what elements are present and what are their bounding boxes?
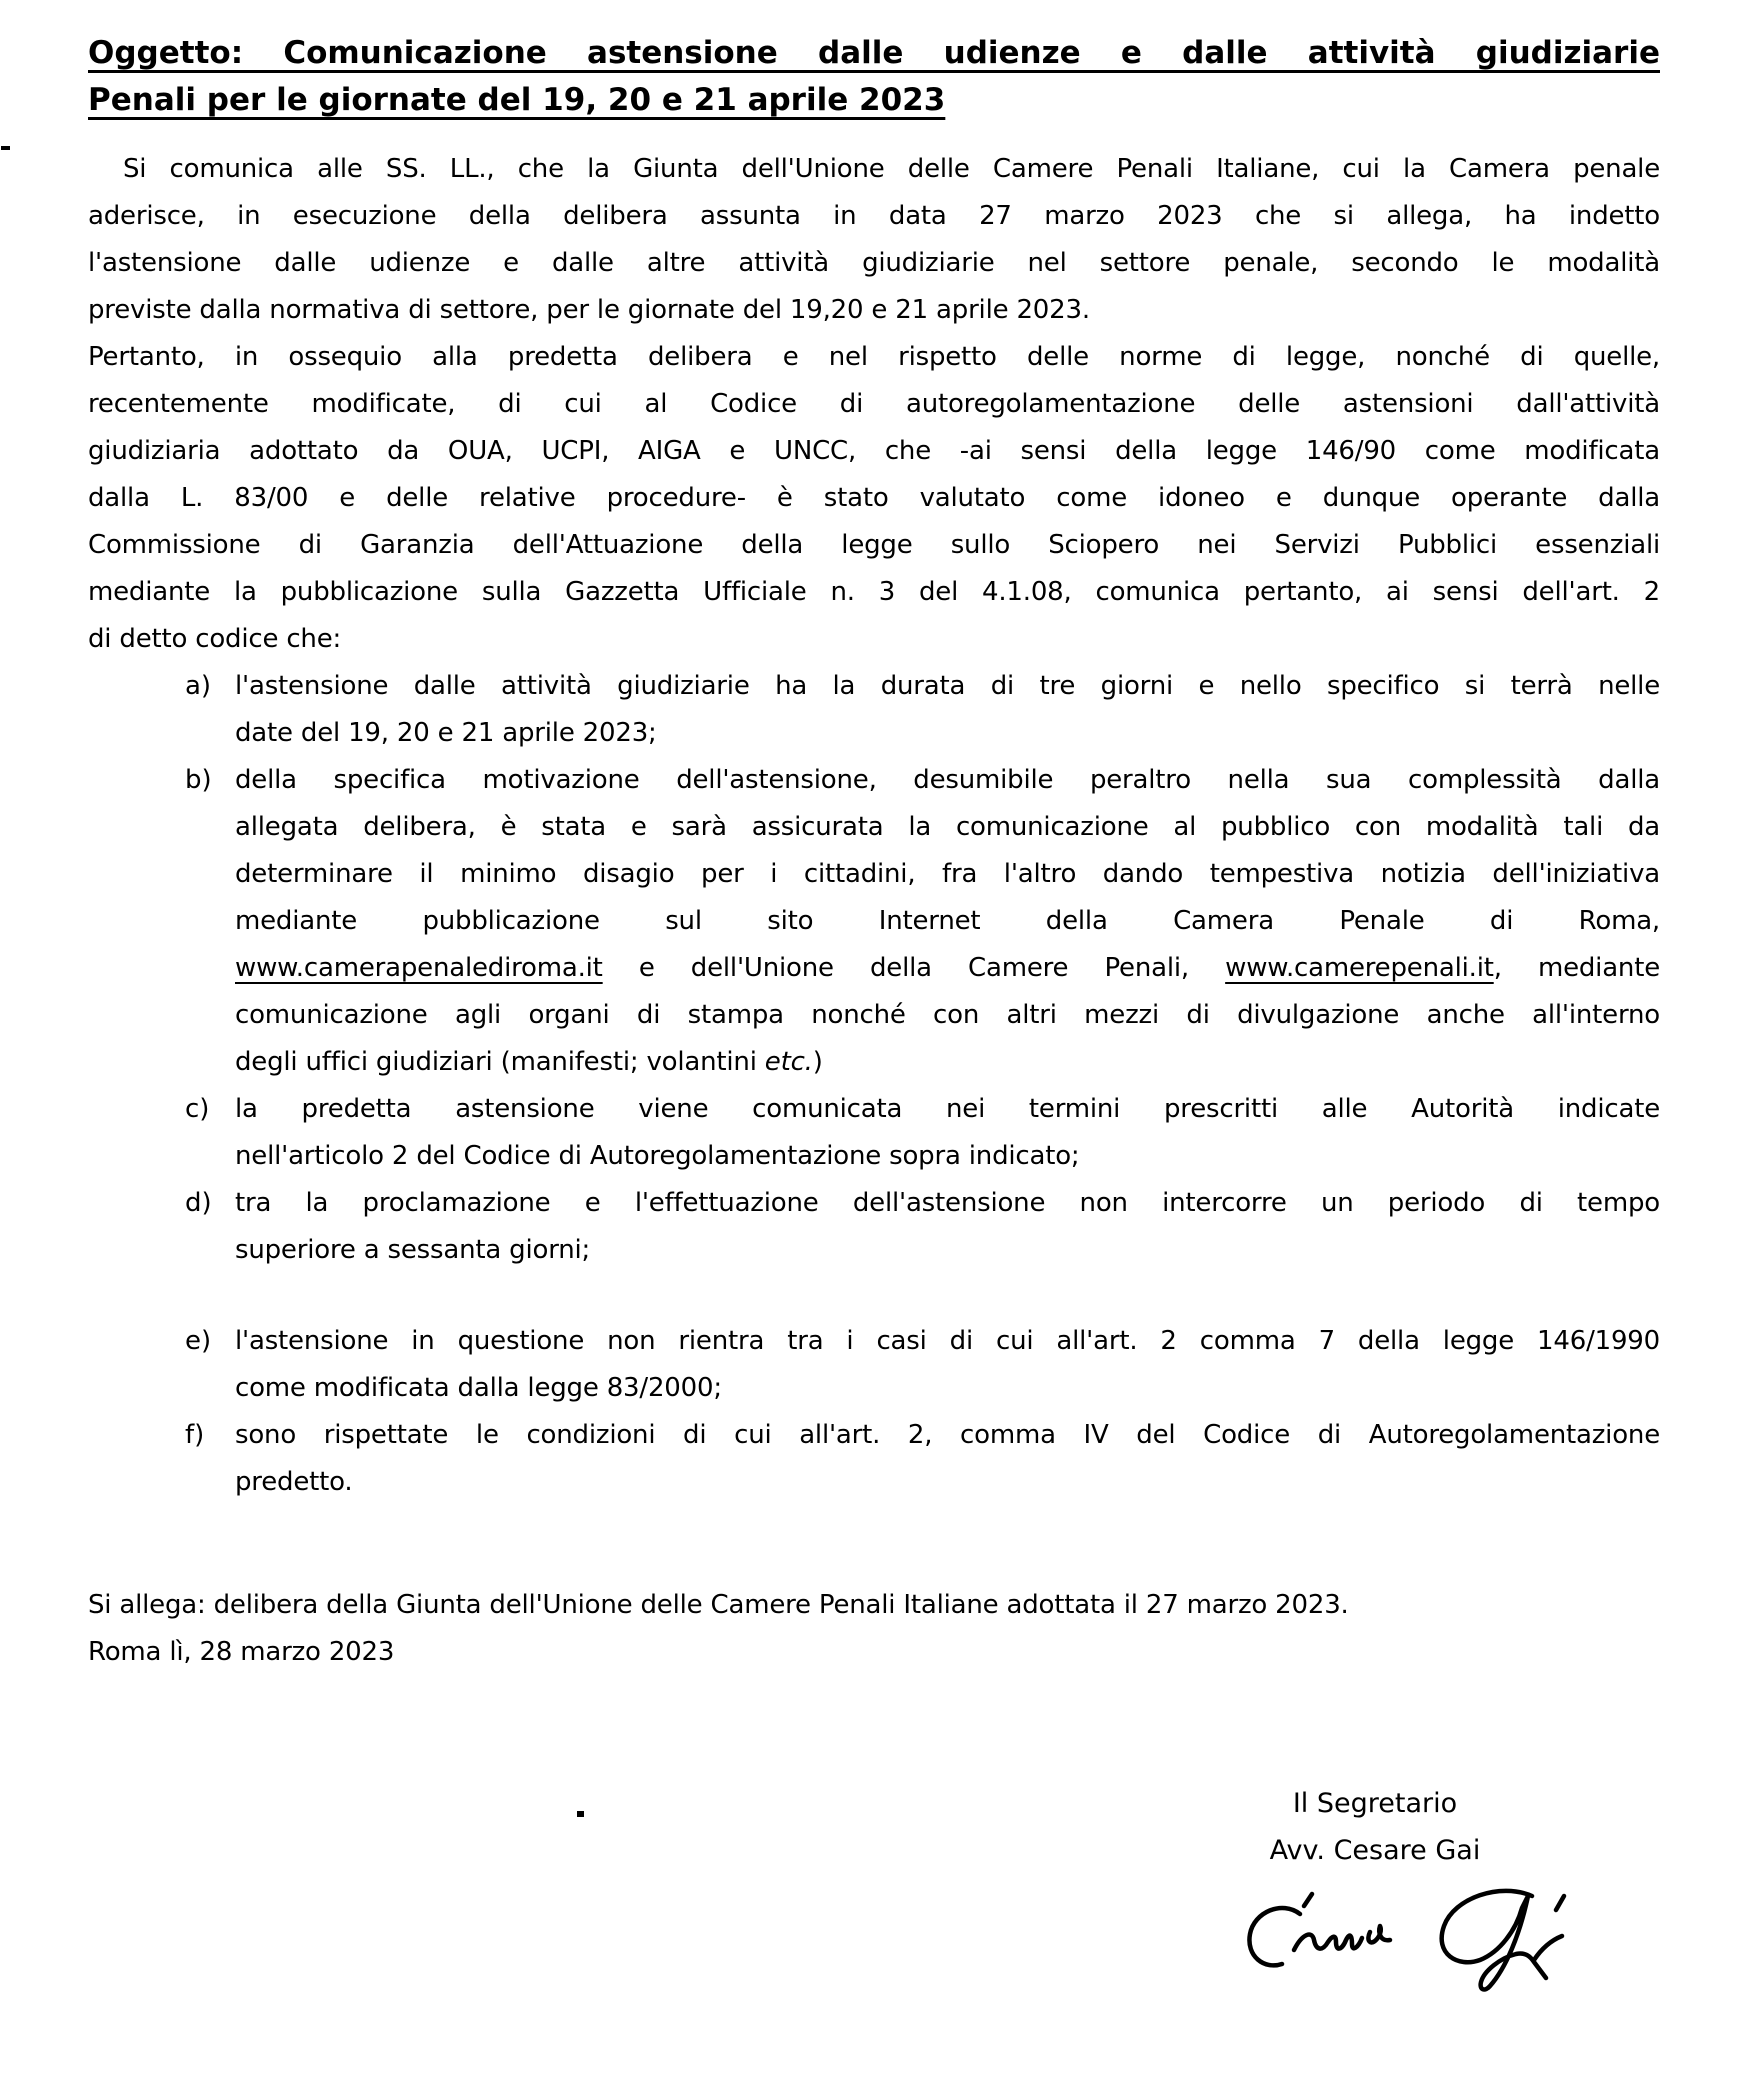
list-item-line: della specifica motivazione dell'astensione, desumibile peraltro nella sua complessità dalla xyxy=(235,765,1660,795)
list-item-line: l'astensione dalle attività giudiziarie ha la durata di tre giorni e nello specifico si terrà nelle xyxy=(235,671,1660,701)
list-item-line: la predetta astensione viene comunicata nei termini prescritti alle Autorità indicate xyxy=(235,1094,1660,1124)
list-item-line: nell'articolo 2 del Codice di Autoregolamentazione sopra indicato; xyxy=(235,1141,1080,1171)
list-item-line: determinare il minimo disagio per i cittadini, fra l'altro dando tempestiva notizia dell'iniziativa xyxy=(235,859,1660,889)
paragraph-line: aderisce, in esecuzione della delibera assunta in data 27 marzo 2023 che si allega, ha indetto xyxy=(88,201,1660,231)
list-item-label: d) xyxy=(185,1188,212,1218)
list-item-label: c) xyxy=(185,1094,210,1124)
closing-block xyxy=(88,1582,1660,1676)
spacer xyxy=(88,1676,1660,1780)
list-item-c xyxy=(88,1086,1660,1180)
paragraph-line: giudiziaria adottato da OUA, UCPI, AIGA e UNCC, che -ai sensi della legge 146/90 come modificata xyxy=(88,436,1660,466)
list-item-line: mediante pubblicazione sul sito Internet della Camera Penale di Roma, xyxy=(235,906,1660,936)
list-item-line: tra la proclamazione e l'effettuazione dell'astensione non intercorre un periodo di tempo xyxy=(235,1188,1660,1218)
signature-block xyxy=(1205,1780,1545,1874)
list-item-label: b) xyxy=(185,765,212,795)
list-item-text: ) xyxy=(812,1047,823,1077)
list-item-line: allegata delibera, è stata e sarà assicurata la comunicazione al pubblico con modalità tali da xyxy=(235,812,1660,842)
list-item-b xyxy=(88,757,1660,1086)
paragraph-line: previste dalla normativa di settore, per le giornate del 19,20 e 21 aprile 2023. xyxy=(88,295,1090,325)
camerepenali-link: www.camerepenali.it xyxy=(1225,953,1494,983)
scan-artifact xyxy=(1,146,10,150)
paragraph-line: mediante la pubblicazione sulla Gazzetta Ufficiale n. 3 del 4.1.08, comunica pertanto, ai sensi dell'art. 2 xyxy=(88,577,1660,607)
link-line-text: e dell'Unione della Camere Penali, xyxy=(602,953,1226,983)
list-item-line: predetto. xyxy=(235,1467,353,1497)
camerapenalediroma-link: www.camerapenalediroma.it xyxy=(235,953,603,983)
paragraph-line: Pertanto, in ossequio alla predetta delibera e nel rispetto delle norme di legge, nonché di quelle, xyxy=(88,342,1660,372)
signer-role: Il Segretario xyxy=(1292,1788,1458,1819)
list-item-e xyxy=(88,1318,1660,1412)
paragraph-line: dalla L. 83/00 e delle relative procedure- è stato valutato come idoneo e dunque operante dalla xyxy=(88,483,1660,513)
paragraph-line: di detto codice che: xyxy=(88,624,342,654)
list-item-line: comunicazione agli organi di stampa nonché con altri mezzi di divulgazione anche all'interno xyxy=(235,1000,1660,1030)
paragraph-intro xyxy=(88,146,1660,334)
spacer xyxy=(88,124,1660,146)
paragraph-line: Commissione di Garanzia dell'Attuazione della legge sullo Sciopero nei Servizi Pubblici essenziali xyxy=(88,530,1660,560)
list-item-line: come modificata dalla legge 83/2000; xyxy=(235,1373,722,1403)
list-item-line: l'astensione in questione non rientra tra i casi di cui all'art. 2 comma 7 della legge 146/1990 xyxy=(235,1326,1660,1356)
list-item-d xyxy=(88,1180,1660,1274)
paragraph-pertanto xyxy=(88,334,1660,663)
list-item-line xyxy=(235,1039,1660,1086)
list-item-text: degli uffici giudiziari (manifesti; volantini xyxy=(235,1047,765,1077)
signature-image xyxy=(1238,1874,1578,2019)
scan-artifact xyxy=(577,1811,584,1817)
list-item-f xyxy=(88,1412,1660,1506)
spacer xyxy=(88,1506,1660,1582)
list-item-line: superiore a sessanta giorni; xyxy=(235,1235,591,1265)
list-item-label: f) xyxy=(185,1420,205,1450)
attachment-note: Si allega: delibera della Giunta dell'Unione delle Camere Penali Italiane adottata il 27 marzo 2023. xyxy=(88,1590,1349,1620)
list-item-line-links xyxy=(235,945,1660,992)
subject-heading xyxy=(88,30,1660,124)
subject-line-1: Oggetto: Comunicazione astensione dalle udienze e dalle attività giudiziarie xyxy=(88,35,1660,71)
signer-name: Avv. Cesare Gai xyxy=(1269,1835,1481,1866)
link-line-text: , mediante xyxy=(1493,953,1660,983)
list-item-label: a) xyxy=(185,671,212,701)
etc-italic: etc. xyxy=(764,1047,813,1077)
paragraph-line: l'astensione dalle udienze e dalle altre attività giudiziarie nel settore penale, secondo le modalità xyxy=(88,248,1660,278)
paragraph-line: Si comunica alle SS. LL., che la Giunta dell'Unione delle Camere Penali Italiane, cui la Camera penale xyxy=(123,154,1660,184)
list-item-line: sono rispettate le condizioni di cui all'art. 2, comma IV del Codice di Autoregolamentazione xyxy=(235,1420,1660,1450)
paragraph-line: recentemente modificate, di cui al Codice di autoregolamentazione delle astensioni dall'attività xyxy=(88,389,1660,419)
list-item-label: e) xyxy=(185,1326,212,1356)
handwritten-signature xyxy=(1238,1874,1578,2019)
place-date-line: Roma lì, 28 marzo 2023 xyxy=(88,1637,395,1667)
subject-line-2: Penali per le giornate del 19, 20 e 21 aprile 2023 xyxy=(88,82,946,118)
list-item-a xyxy=(88,663,1660,757)
spacer xyxy=(88,1274,1660,1318)
list-item-line: date del 19, 20 e 21 aprile 2023; xyxy=(235,718,657,748)
